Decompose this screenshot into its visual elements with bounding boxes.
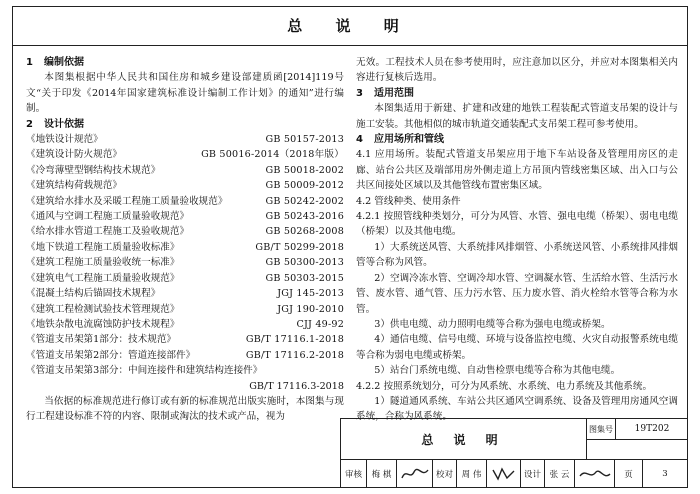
standard-name: 《给水排水管道工程施工及验收规范》 [26,226,190,238]
standard-code: JGJ 145-2013 [277,288,344,300]
standard-row [26,317,344,332]
standard-row [26,209,344,224]
standard-name: 《管道支吊架第1部分：技术规范》 [26,334,177,346]
designer-signature [575,460,615,488]
standard-code: GB 50157-2013 [265,134,344,146]
standard-name: 《地下铁道工程施工质量验收标准》 [26,241,180,253]
check-label: 校对 [433,460,457,488]
standard-name: 《建筑结构荷载规范》 [26,180,122,192]
standard-name: 《冷弯薄壁型钢结构技术规范》 [26,164,161,176]
standard-row [26,224,344,239]
clause-4-2-2: 4.2.2 按照系统划分，可分为风系统、水系统、电力系统及其他系统。 [356,380,653,392]
standards-list [26,132,344,394]
atlas-number: 19T202 [616,419,688,440]
standard-row [26,163,344,178]
standard-name: 《建筑工程检测试验技术管理规范》 [26,303,180,315]
standard-row [26,255,344,270]
reviewer-signature [397,460,433,488]
section-4-heading [356,132,678,147]
standard-name: 《建筑设计防火规范》 [26,149,122,161]
list-item: 1）隧道通风系统、车站公共区通风空调系统、设备及管理用房通风空调系统，合称为风系统。 [356,395,678,423]
section-3-number: 3 [356,87,363,99]
section-4-title: 应用场所和管线 [374,134,444,146]
standard-name: 《混凝土结构后锚固技术规程》 [26,288,161,300]
standard-code: GB 50242-2002 [265,195,344,207]
standard-name: 《建筑工程施工质量验收统一标准》 [26,257,180,269]
right-column [356,55,678,425]
section-1-text: 本图集根据中华人民共和国住房和城乡建设部建质函[2014]119号文“关于印发《2014年国家建筑标准设计编制工作计划》的通知”进行编制。 [26,72,344,115]
standard-row [26,132,344,147]
list-item: 4）通信电缆、信号电缆、环境与设备监控电缆、火灾自动报警系统电缆等合称为弱电电缆或桥架。 [356,334,678,361]
standard-row [26,348,344,363]
page-label: 页 [615,460,643,488]
review-label: 审核 [341,460,367,488]
standard-name: 《地铁设计规范》 [26,134,103,146]
continuation-text: 无效。工程技术人员在参考使用时，应注意加以区分，并应对本图集相关内容进行复核后选用。 [356,57,678,84]
section-3-heading [356,86,678,101]
title-block [340,418,688,488]
closing-text: 当依据的标准规范进行修订或有新的标准规范出版实施时，本图集与现行工程建设标准不符的内容、限制或淘汰的技术或产品，视为 [26,395,344,423]
standard-code: GB 50243-2016 [265,211,344,223]
standard-row [26,271,344,286]
standard-code: JGJ 190-2010 [277,303,344,315]
signature-scribble [490,466,518,482]
standard-row [26,240,344,255]
clause-4-2: 4.2 管线种类、使用条件 [356,195,461,207]
design-label: 设计 [521,460,545,488]
section-3-title: 适用范围 [374,87,414,99]
list-item: 2）空调冷冻水管、空调冷却水管、空调凝水管、生活给水管、生活污水管、废水管、通气管、压力污水管、压力废水管、消火栓给水管等合称为水管。 [356,272,678,315]
standard-row [26,178,344,193]
drawing-name: 总 说 明 [341,419,587,459]
section-4-number: 4 [356,134,363,146]
checker-signature [487,460,521,488]
checker-name: 周 伟 [457,460,487,488]
standard-row [26,302,344,317]
standard-name: 《建筑电气工程施工质量验收规范》 [26,272,180,284]
standard-code: GB 50268-2008 [265,226,344,238]
section-1-number: 1 [26,57,33,68]
standard-name: 《建筑给水排水及采暖工程施工质量验收规范》 [26,195,228,207]
signature-scribble [578,466,612,482]
reviewer-name: 梅 棋 [367,460,397,488]
standard-code: CJJ 49-92 [296,318,344,330]
section-2-number: 2 [26,118,33,130]
page-number: 3 [662,469,668,479]
page-title: 总 说 明 [12,6,688,46]
standard-code: GB 50303-2015 [265,272,344,284]
standard-name: 《管道支吊架第3部分：中间连接件和建筑结构连接件》 [26,365,263,377]
section-3-text: 本图集适用于新建、扩建和改建的地铁工程装配式管道支吊架的设计与施工安装。其他相似的城市轨道交通装配式支吊架工程可参考使用。 [356,103,678,130]
standard-code: GB/T 50299-2018 [255,241,344,253]
clause-4-2-1: 4.2.1 按照管线种类划分，可分为风管、水管、强电电缆（桥架）、弱电电缆（桥架）以及其他电缆。 [356,211,678,238]
standard-code: GB 50016-2014（2018年版） [201,149,344,161]
clause-4-1: 4.1 应用场所。装配式管道支吊架应用于地下车站设备及管理用房区的走廊、站台公共区及端部用房外侧走道上方吊顶内管线密集区域、出入口与公共区间接处区域以及其他管线布置密集区域。 [356,149,678,192]
standard-code: GB 50018-2002 [265,164,344,176]
list-item: 5）站台门系统电缆、自动售检票电缆等合称为其他电缆。 [374,365,621,377]
standard-code: GB 50300-2013 [265,257,344,269]
section-1-heading [26,55,344,70]
standard-row-last [26,363,344,394]
section-1-title: 编制依据 [44,57,84,68]
atlas-number-label: 图集号 [587,419,616,440]
title-block-signature-row [341,460,688,488]
standard-row [26,147,344,162]
signature-scribble [400,466,430,482]
standard-code: GB/T 17116.2-2018 [245,349,344,361]
standard-code: GB 50009-2012 [265,180,344,192]
standard-row [26,286,344,301]
standard-row [26,194,344,209]
section-2-title: 设计依据 [44,118,84,130]
standard-row [26,332,344,347]
title-block-top-row [341,419,688,460]
standard-code: GB/T 17116.1-2018 [245,334,344,346]
standard-name: 《通风与空调工程施工质量验收规范》 [26,211,190,223]
list-item: 3）供电电缆、动力照明电缆等合称为强电电缆或桥架。 [374,318,611,330]
designer-name: 张 云 [545,460,575,488]
left-column [26,55,344,425]
standard-name: 《地铁杂散电流腐蚀防护技术规程》 [26,318,180,330]
section-2-heading [26,117,344,132]
list-item: 1）大系统送风管、大系统排风排烟管、小系统送风管、小系统排风排烟管等合称为风管。 [356,241,678,269]
standard-name: 《管道支吊架第2部分：管道连接部件》 [26,349,196,361]
standard-code: GB/T 17116.3-2018 [249,380,344,392]
